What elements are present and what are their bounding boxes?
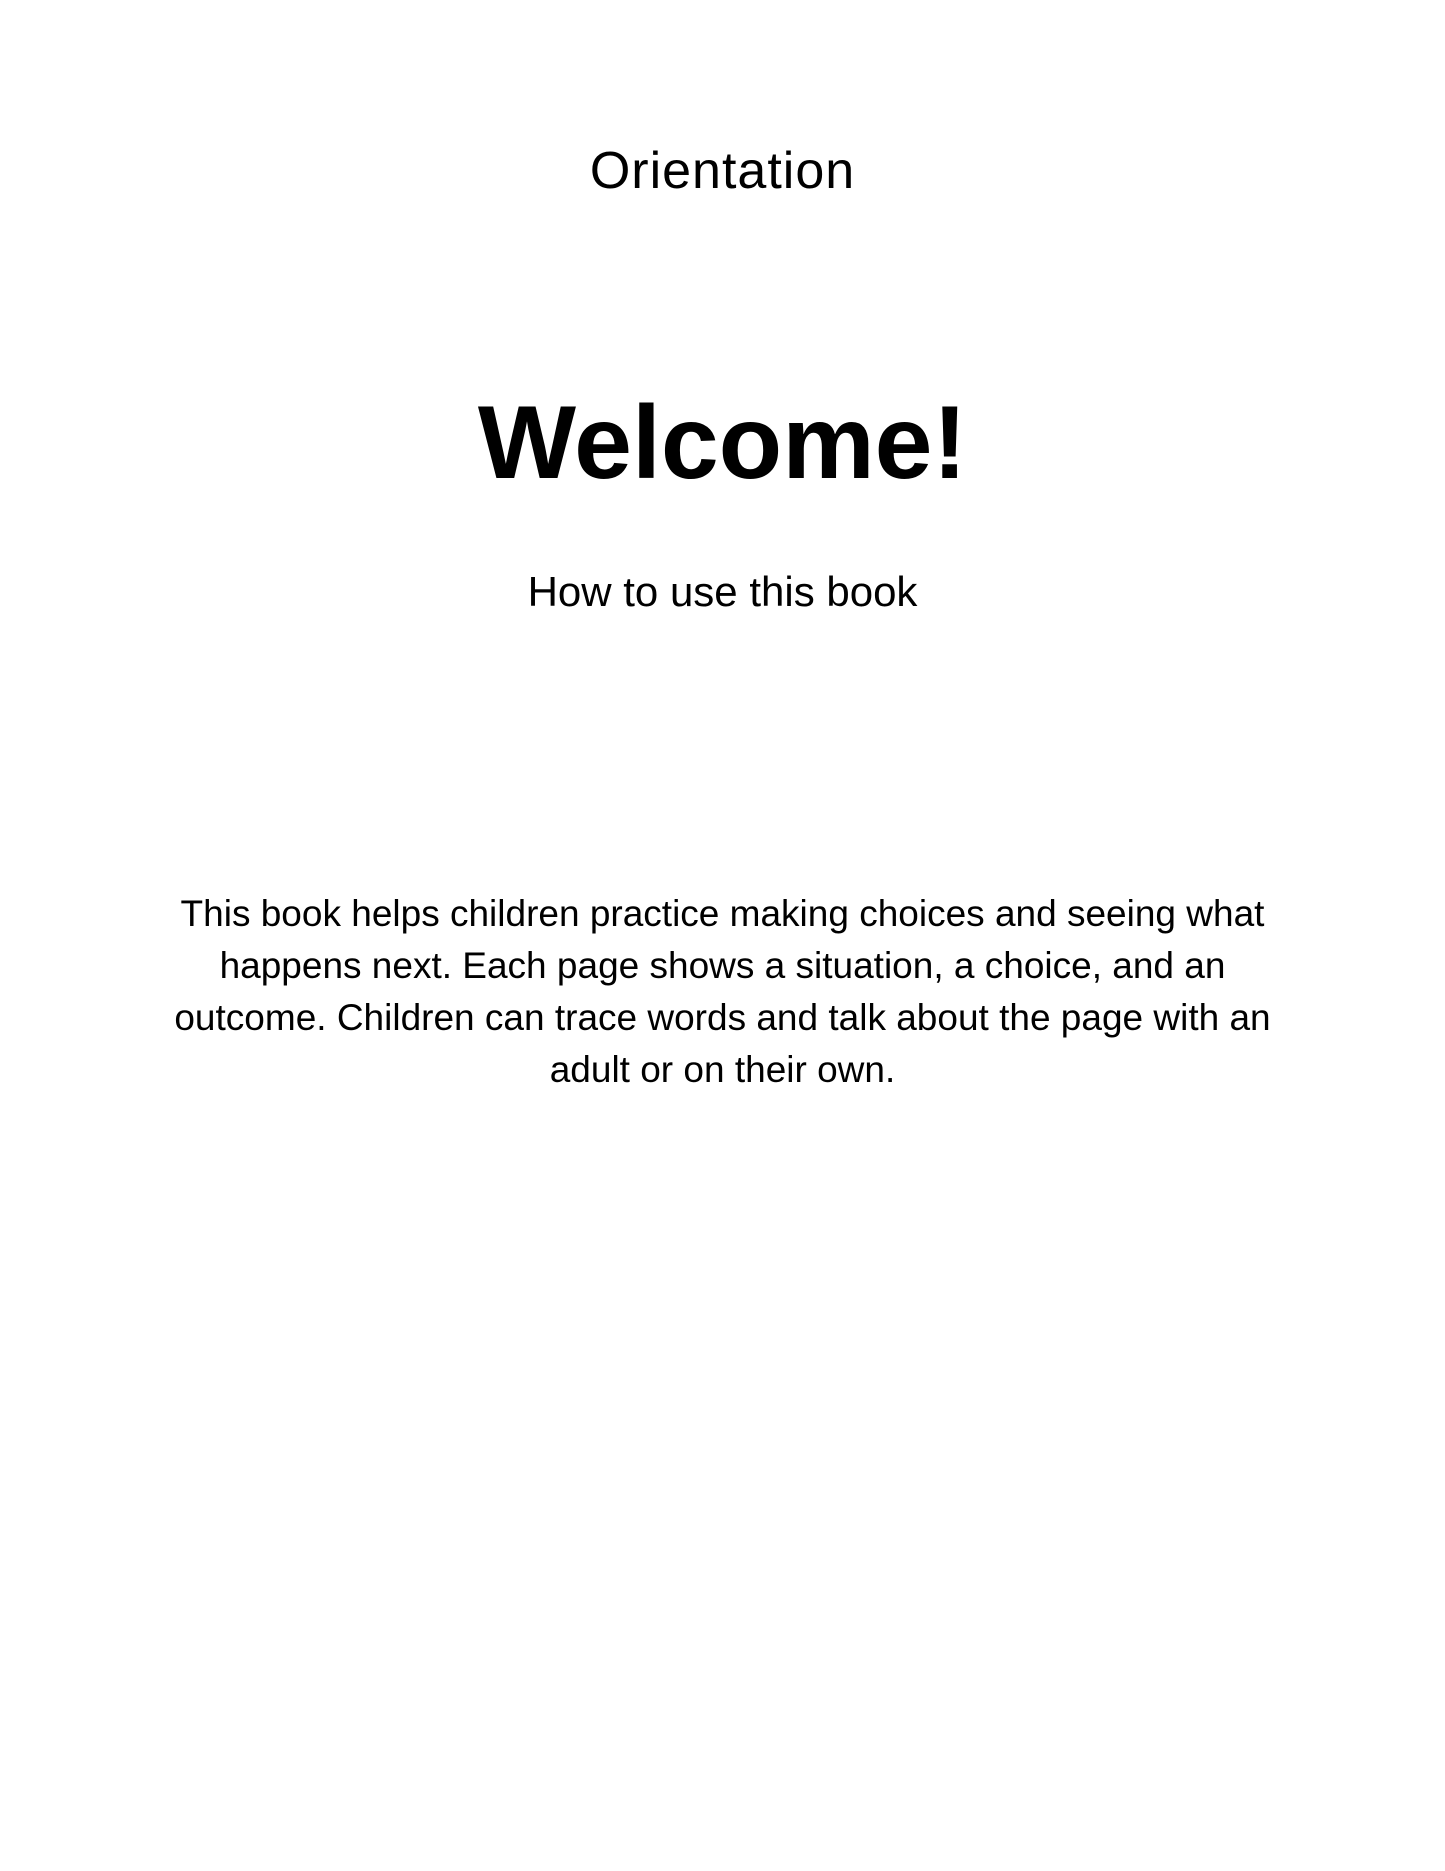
page-subtitle: How to use this book <box>527 568 918 615</box>
section-label: Orientation <box>589 142 856 200</box>
page-title: Welcome! <box>477 385 968 501</box>
intro-paragraph: This book helps children practice making choices and seeing what happens next. Each page shows a situation, a choice, and an outcome. Children can trace words and talk about the page with an adult or on their own. <box>174 893 1271 1090</box>
